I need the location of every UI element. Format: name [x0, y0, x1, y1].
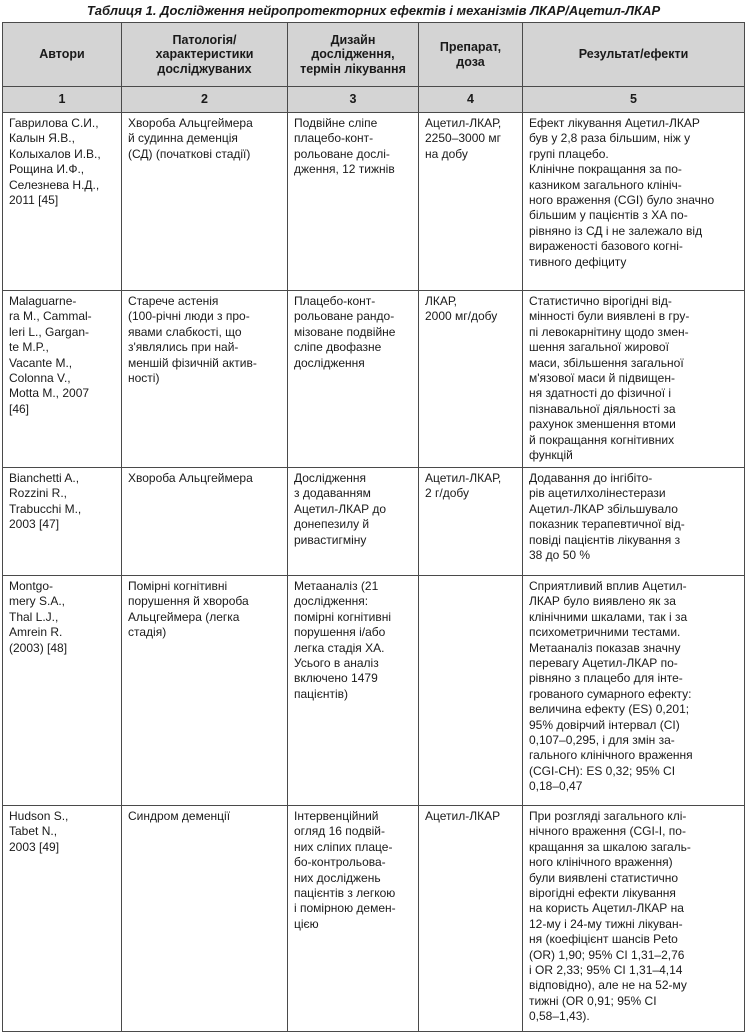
column-number: 4 [419, 87, 523, 113]
design-cell [288, 113, 419, 291]
design-text: огляд 16 подвій- [294, 824, 385, 839]
design-text: Дослідження [294, 471, 367, 485]
authors-text: 2003 [47] [9, 517, 60, 532]
result-text: Ефект лікування Ацетил-ЛКАР [529, 116, 700, 130]
design-text: бо-контрольова- [294, 855, 386, 870]
authors-text: Tabet N., [9, 824, 58, 839]
authors-text: Hudson S., [9, 809, 69, 823]
table-body [3, 113, 745, 1032]
result-text: При розгляді загального клі- [529, 809, 687, 823]
design-text: і помірною демен- [294, 901, 396, 916]
authors-text: Селезнева Н.Д., [9, 177, 100, 192]
table-row [3, 291, 745, 468]
authors-text: Motta M., 2007 [9, 386, 90, 401]
design-text: них сліпих плаце- [294, 839, 393, 854]
column-header-line: Автори [39, 47, 85, 62]
authors-text: Montgo- [9, 579, 54, 593]
authors-text: (2003) [48] [9, 640, 68, 655]
result-text: групі плацебо. [529, 146, 609, 161]
authors-cell [3, 806, 122, 1032]
design-text: мізоване подвійне [294, 324, 396, 339]
drug-text: Ацетил-ЛКАР [425, 809, 501, 823]
result-text: були виявлені статистично [529, 870, 679, 885]
column-number: 1 [3, 87, 122, 113]
result-text: вірогідні ефекти лікування [529, 886, 676, 901]
authors-text: Vacante M., [9, 355, 73, 370]
result-text: 0,107–0,295, і для змін за- [529, 733, 675, 748]
drug-cell [419, 113, 523, 291]
authors-cell [3, 291, 122, 468]
column-header-5 [523, 23, 745, 87]
authors-text: Рощина И.Ф., [9, 162, 85, 177]
drug-cell [419, 806, 523, 1032]
drug-text: 2 г/добу [425, 486, 470, 501]
result-cell [523, 468, 745, 576]
result-text: казником загального клініч- [529, 177, 682, 192]
result-text: Статистично вірогідні від- [529, 294, 672, 308]
column-number: 2 [122, 87, 288, 113]
result-text: 12-му і 24-му тижні лікуван- [529, 916, 683, 931]
column-header-line: Препарат, [439, 40, 502, 54]
drug-cell [419, 291, 523, 468]
design-text: порушення і/або [294, 625, 386, 640]
pathology-text: Синдром деменції [128, 809, 231, 823]
design-text: сліпе двофазне [294, 340, 382, 355]
design-text: Інтервенційний [294, 809, 379, 823]
design-text: рольоване рандо- [294, 309, 395, 324]
design-text: дослідження: [294, 594, 369, 609]
result-text: перевагу Ацетил-ЛКАР по- [529, 656, 678, 671]
design-text: ривастигміну [294, 532, 367, 547]
authors-text: 2003 [49] [9, 839, 60, 854]
design-text: Подвійне сліпе [294, 116, 378, 130]
column-header-line: Дизайн [330, 32, 376, 47]
column-header-1 [3, 23, 122, 87]
drug-text: Ацетил-ЛКАР, [425, 471, 502, 485]
result-text: рівняно із СД і не залежало від [529, 223, 703, 238]
column-header-2 [122, 23, 288, 87]
column-number: 5 [523, 87, 745, 113]
result-text: пі левокарнітину щодо змен- [529, 324, 689, 339]
result-text: відповідно), але не на 52-му [529, 978, 687, 993]
authors-text: Malaguarne- [9, 294, 77, 308]
result-cell [523, 806, 745, 1032]
pathology-cell [122, 576, 288, 806]
result-text: й покращання когнітивних [529, 432, 675, 447]
design-cell [288, 468, 419, 576]
authors-text: [46] [9, 401, 30, 416]
authors-text: 2011 [45] [9, 193, 59, 208]
pathology-text: меншій фізичній актив- [128, 355, 257, 370]
pathology-text: Альцгеймера (легка [128, 609, 240, 624]
design-text: донепезилу й [294, 517, 370, 532]
design-text: помірні когнітивні [294, 609, 391, 624]
result-text: Ацетил-ЛКАР збільшувало [529, 501, 678, 516]
result-text: ЛКАР було виявлено як за [529, 594, 676, 609]
result-text: був у 2,8 раза більшим, ніж у [529, 131, 691, 146]
result-text: гального клінічного враження [529, 748, 693, 763]
result-text: мінності були виявлені в гру- [529, 309, 690, 324]
drug-cell [419, 576, 523, 806]
design-text: цією [294, 916, 319, 931]
result-text: рів ацетилхолінестерази [529, 486, 666, 501]
column-header-line: дослідження, [311, 47, 395, 62]
result-text: 38 до 50 % [529, 548, 591, 563]
design-text: дослідження [294, 355, 365, 370]
authors-text: te M.P., [9, 340, 49, 355]
authors-text: Thal L.J., [9, 609, 59, 624]
design-text: пацієнтів з легкою [294, 886, 396, 901]
pathology-text: ності) [128, 371, 160, 386]
result-text: повіді пацієнтів лікування з [529, 532, 681, 547]
result-text: (CGI-CH): ES 0,32; 95% CI [529, 763, 676, 778]
table-row [3, 806, 745, 1032]
authors-text: Rozzini R., [9, 486, 68, 501]
result-cell [523, 113, 745, 291]
authors-text: Колыхалов И.В., [9, 146, 101, 161]
authors-text: Калын Я.В., [9, 131, 75, 146]
design-text: легка стадія ХА. [294, 640, 385, 655]
result-text: і OR 2,33; 95% CI 1,31–4,14 [529, 963, 683, 978]
design-text: плацебо-конт- [294, 131, 374, 146]
pathology-text: Хвороба Альцгеймера [128, 116, 253, 130]
result-text: величина ефекту (ES) 0,201; [529, 702, 690, 717]
result-text: Клінічне покращання за по- [529, 162, 682, 177]
design-text: них досліджень [294, 870, 381, 885]
pathology-text: Старече астенія [128, 294, 219, 308]
pathology-text: порушення й хвороба [128, 594, 249, 609]
result-text: на користь Ацетил-ЛКАР на [529, 901, 684, 916]
result-text: кращання за шкалою загаль- [529, 839, 691, 854]
authors-text: Amrein R. [9, 625, 63, 640]
authors-text: Гаврилова С.И., [9, 116, 99, 130]
design-text: рольоване дослі- [294, 146, 390, 161]
pathology-text: (СД) (початкові стадії) [128, 146, 251, 161]
pathology-cell [122, 113, 288, 291]
authors-text: ra M., Cammal- [9, 309, 92, 324]
table-row [3, 576, 745, 806]
result-text: клінічними шкалами, так і за [529, 609, 688, 624]
result-text: рівняно з плацебо для інте- [529, 671, 683, 686]
column-header-line: характеристики [155, 47, 254, 62]
design-text: Плацебо-конт- [294, 294, 376, 308]
result-text: показник терапевтичної від- [529, 517, 685, 532]
result-text: пізнавальної діяльності за [529, 401, 676, 416]
result-text: (OR) 1,90; 95% CI 1,31–2,76 [529, 947, 685, 962]
result-text: психометричними тестами. [529, 625, 681, 640]
pathology-text: стадія) [128, 625, 167, 640]
authors-text: Bianchetti A., [9, 471, 80, 485]
result-cell [523, 291, 745, 468]
pathology-text: явами слабкості, що [128, 324, 242, 339]
result-cell [523, 576, 745, 806]
column-number-row [3, 87, 745, 113]
drug-text: 2250–3000 мг [425, 131, 502, 146]
result-text: вираженості базового когні- [529, 239, 683, 254]
authors-text: leri L., Gargan- [9, 324, 90, 339]
design-cell [288, 291, 419, 468]
result-text: Сприятливий вплив Ацетил- [529, 579, 687, 593]
column-header-line: Патологія/ [172, 32, 237, 47]
column-header-line: термін лікування [300, 61, 406, 76]
design-text: з додаванням [294, 486, 371, 501]
table-row [3, 113, 745, 291]
column-header-4 [419, 23, 523, 87]
authors-text: Colonna V., [9, 371, 71, 386]
result-text: 0,18–0,47 [529, 779, 583, 794]
design-cell [288, 576, 419, 806]
result-text: ного клінічного враження) [529, 855, 673, 870]
result-text: функцій [529, 448, 573, 463]
result-text: ного враження (CGI) було значно [529, 193, 715, 208]
pathology-cell [122, 468, 288, 576]
design-text: Метааналіз (21 [294, 579, 379, 593]
drug-cell [419, 468, 523, 576]
pathology-text: Помірні когнітивні [128, 579, 228, 593]
result-text: м'язової маси й підвищен- [529, 371, 675, 386]
table-row [3, 468, 745, 576]
result-text: рахунок зменшення втоми [529, 417, 676, 432]
pathology-text: з'являлись при най- [128, 340, 239, 355]
drug-text: на добу [425, 146, 468, 161]
pathology-text: й судинна деменція [128, 131, 238, 146]
drug-text: ЛКАР, [425, 294, 457, 308]
pathology-cell [122, 806, 288, 1032]
drug-text: 2000 мг/добу [425, 309, 498, 324]
drug-text: Ацетил-ЛКАР, [425, 116, 502, 130]
result-text: шення загальної жирової [529, 340, 669, 355]
design-text: дження, 12 тижнів [294, 162, 395, 177]
pathology-text: Хвороба Альцгеймера [128, 471, 253, 485]
pathology-text: (100-річні люди з про- [128, 309, 250, 324]
pathology-cell [122, 291, 288, 468]
authors-cell [3, 468, 122, 576]
table-caption: Таблиця 1. Дослідження нейропротекторних ефектів і механізмів ЛКАР/Ацетил-ЛКАР [86, 3, 661, 18]
result-text: 95% довірчий інтервал (CI) [529, 717, 680, 732]
authors-cell [3, 113, 122, 291]
result-text: нічного враження (CGI-I, по- [529, 824, 686, 839]
studies-table [2, 22, 745, 1032]
authors-cell [3, 576, 122, 806]
result-text: тижні (OR 0,91; 95% CI [529, 993, 657, 1008]
design-text: пацієнтів) [294, 686, 348, 701]
result-text: тивного дефіциту [529, 254, 627, 269]
result-text: маси, збільшення загальної [529, 355, 684, 370]
design-text: Ацетил-ЛКАР до [294, 501, 387, 516]
result-text: ня (коефіцієнт шансів Peto [529, 932, 678, 947]
column-number: 3 [288, 87, 419, 113]
result-text: більшим у пацієнтів з ХА по- [529, 208, 688, 223]
column-header-3 [288, 23, 419, 87]
result-text: грованого сумарного ефекту: [529, 686, 692, 701]
authors-text: mery S.A., [9, 594, 66, 609]
result-text: ня здатності до фізичної і [529, 386, 672, 401]
result-text: Метааналіз показав значну [529, 640, 681, 655]
column-header-line: досліджуваних [157, 61, 252, 76]
design-text: Усього в аналіз [294, 656, 379, 671]
column-header-line: доза [456, 54, 485, 69]
column-header-line: Результат/ефекти [578, 47, 689, 62]
header-row [3, 23, 745, 87]
result-text: 0,58–1,43). [529, 1009, 590, 1024]
design-cell [288, 806, 419, 1032]
authors-text: Trabucchi M., [9, 501, 82, 516]
design-text: включено 1479 [294, 671, 378, 686]
result-text: Додавання до інгібіто- [529, 471, 653, 485]
